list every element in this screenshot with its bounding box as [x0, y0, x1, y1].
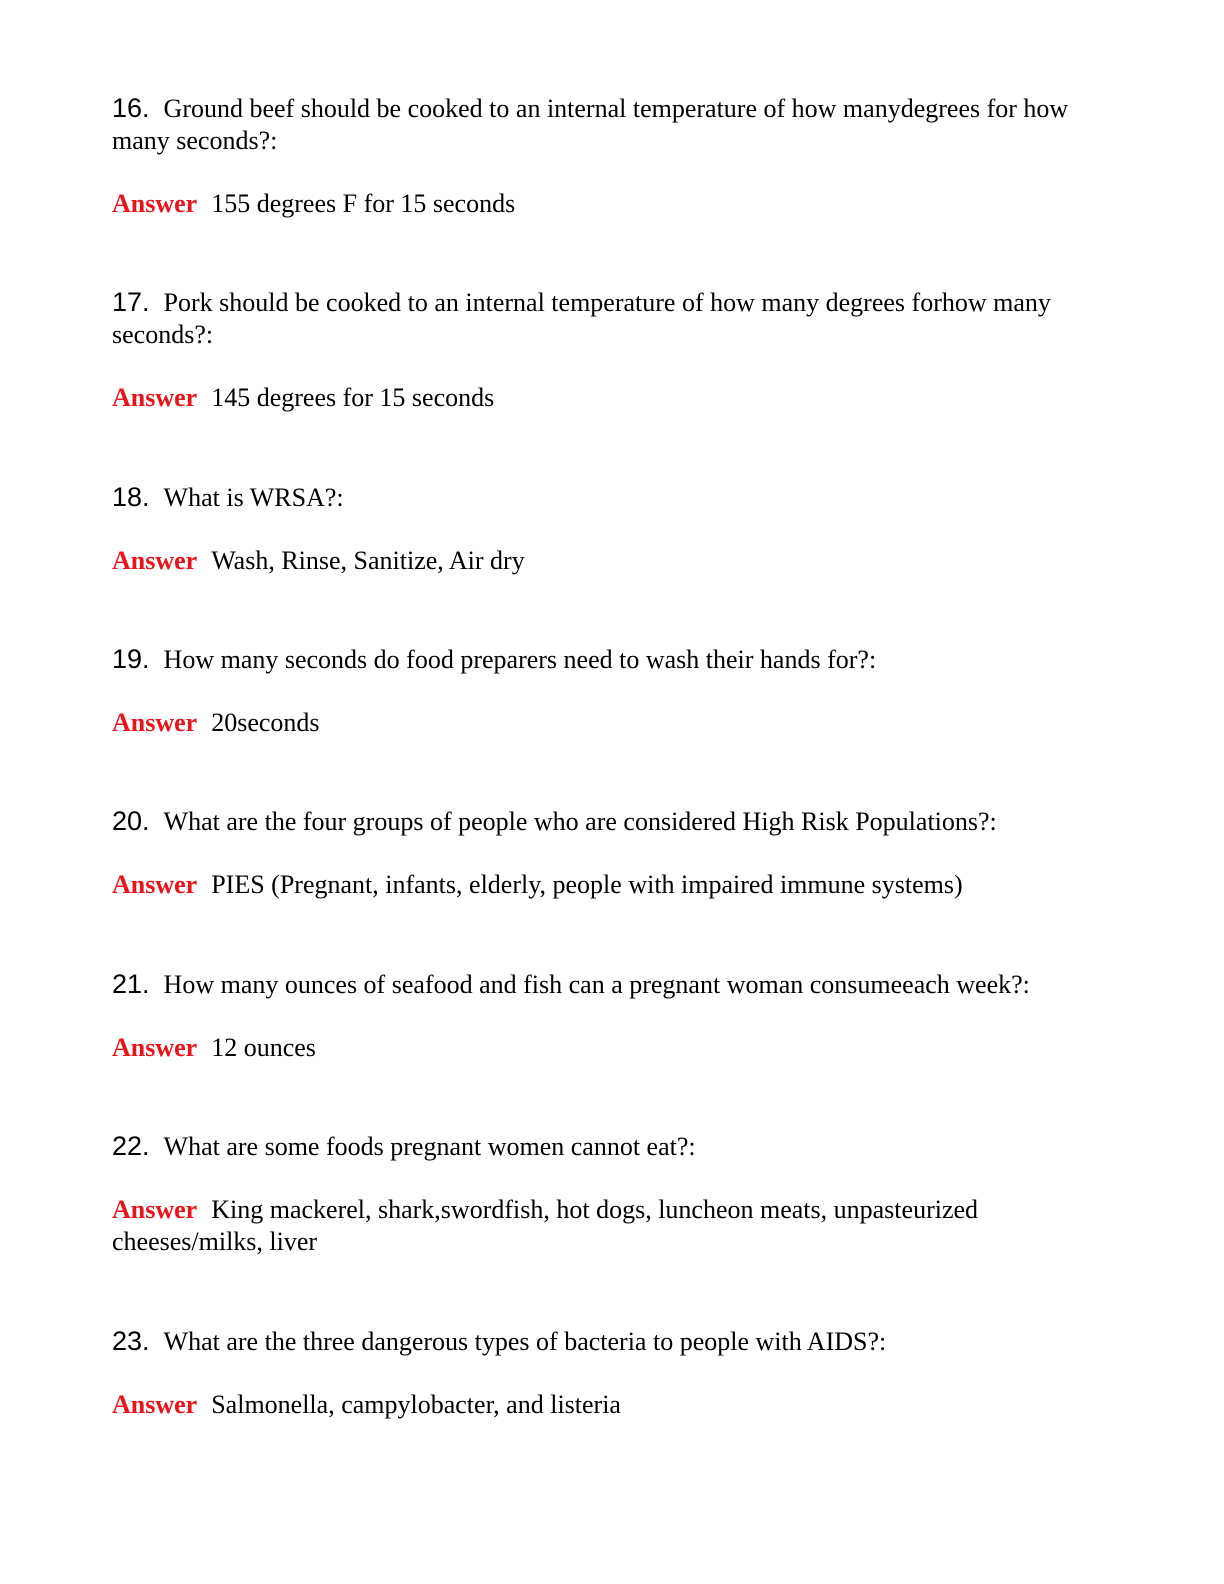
- question-text: What are some foods pregnant women cannot eat?:: [163, 1132, 696, 1161]
- answer-text: Wash, Rinse, Sanitize, Air dry: [211, 546, 525, 575]
- question: [112, 643, 1102, 676]
- question-text: Pork should be cooked to an internal temperature of how many degrees forhow many seconds?:: [112, 288, 1051, 349]
- question-number: 20.: [112, 806, 150, 836]
- answer: [112, 707, 1102, 739]
- qa-item-16: [112, 92, 1102, 220]
- answer-text: 20seconds: [211, 708, 320, 737]
- answer-text: 145 degrees for 15 seconds: [211, 383, 495, 412]
- answer-text: Salmonella, campylobacter, and listeria: [211, 1390, 621, 1419]
- answer-label: Answer: [112, 189, 198, 218]
- answer-text: 155 degrees F for 15 seconds: [211, 189, 516, 218]
- qa-item-18: [112, 481, 1102, 577]
- answer: [112, 1032, 1102, 1064]
- qa-item-19: [112, 643, 1102, 739]
- question-number: 21.: [112, 969, 150, 999]
- answer-label: Answer: [112, 1390, 198, 1419]
- answer-label: Answer: [112, 870, 198, 899]
- qa-item-21: [112, 968, 1102, 1064]
- question-number: 19.: [112, 644, 150, 674]
- qa-item-22: [112, 1130, 1102, 1258]
- answer-label: Answer: [112, 708, 198, 737]
- question-text: What are the three dangerous types of bacteria to people with AIDS?:: [163, 1327, 887, 1356]
- answer: [112, 869, 1102, 901]
- question: [112, 481, 1102, 514]
- question-text: How many ounces of seafood and fish can a pregnant woman consumeeach week?:: [163, 970, 1030, 999]
- answer: [112, 382, 1102, 414]
- question-text: What are the four groups of people who are considered High Risk Populations?:: [163, 807, 997, 836]
- answer-text: 12 ounces: [211, 1033, 316, 1062]
- question: [112, 286, 1102, 351]
- question-number: 18.: [112, 482, 150, 512]
- question-number: 23.: [112, 1326, 150, 1356]
- question-number: 16.: [112, 93, 150, 123]
- answer: [112, 188, 1102, 220]
- question-number: 22.: [112, 1131, 150, 1161]
- answer: [112, 1389, 1102, 1421]
- question-number: 17.: [112, 287, 150, 317]
- question: [112, 1325, 1102, 1358]
- question-text: How many seconds do food preparers need to wash their hands for?:: [163, 645, 877, 674]
- qa-item-23: [112, 1325, 1102, 1421]
- question: [112, 92, 1102, 157]
- answer-label: Answer: [112, 546, 198, 575]
- question-text: What is WRSA?:: [163, 483, 344, 512]
- answer-text: PIES (Pregnant, infants, elderly, people with impaired immune systems): [211, 870, 963, 899]
- answer-label: Answer: [112, 383, 198, 412]
- question: [112, 968, 1102, 1001]
- answer-label: Answer: [112, 1033, 198, 1062]
- question: [112, 805, 1102, 838]
- question-text: Ground beef should be cooked to an internal temperature of how manydegrees for how many seconds?:: [112, 94, 1069, 155]
- answer-label: Answer: [112, 1195, 198, 1224]
- qa-item-17: [112, 286, 1102, 414]
- qa-item-20: [112, 805, 1102, 901]
- answer: [112, 1194, 1102, 1258]
- answer: [112, 545, 1102, 577]
- answer-text: King mackerel, shark,swordfish, hot dogs, luncheon meats, unpasteurized cheeses/milks, liver: [112, 1195, 979, 1256]
- question: [112, 1130, 1102, 1163]
